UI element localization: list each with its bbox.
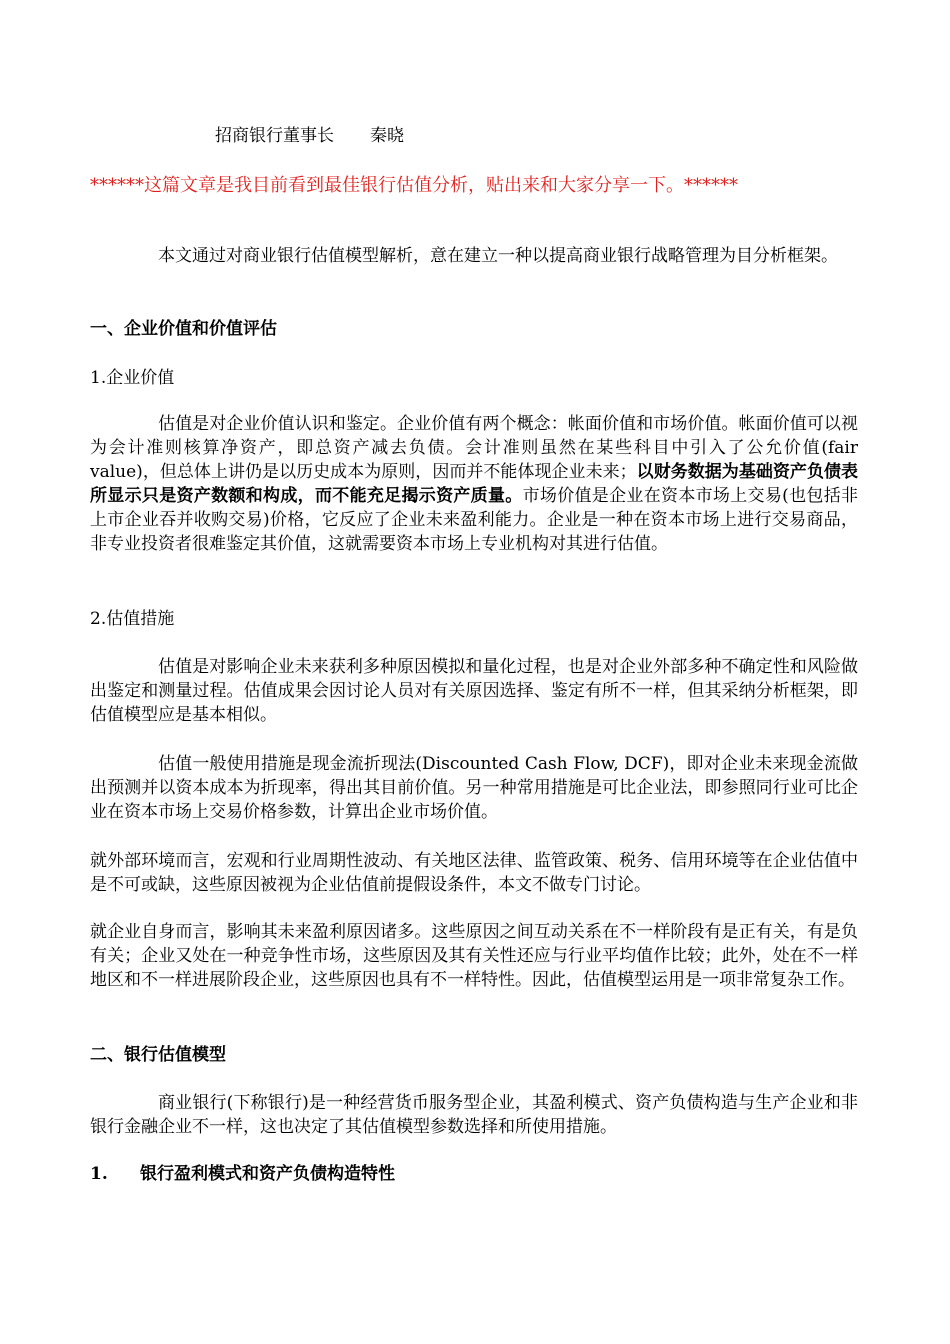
paragraph-dcf: 估值一般使用措施是现金流折现法(Discounted Cash Flow, DCF)，即对企业未来现金流做出预测并以资本成本为折现率，得出其目前价值。另一种常用措施是可比企业法，即参照同行业可比企业在资本市场上交易价格参数，计算出企业市场价值。 — [90, 754, 858, 822]
share-note: ******这篇文章是我目前看到最佳银行估值分析，贴出来和大家分享一下。****** — [90, 175, 738, 196]
intro-paragraph: 本文通过对商业银行估值模型解析，意在建立一种以提高商业银行战略管理为目分析框架。 — [158, 246, 838, 266]
paragraph-valuation-definition — [90, 412, 858, 556]
numbered-heading-1 — [90, 1162, 395, 1186]
section-heading-1: 一、企业价值和价值评估 — [90, 319, 277, 339]
author-name: 秦晓 — [370, 126, 404, 146]
paragraph-text: 估值是对企业价值认识和鉴定。企业价值有两个概念：帐面价值和市场价值。帐面价值可以视为会计准则核算净资产，即总资产减去负债。会计准则虽然在某些科目中引入了公允价值(fair value)，但总体上讲仍是以历史成本为原则，因而并不能体现企业未来； — [90, 414, 858, 482]
paragraph-text: 市场价值是企业在资本市场上交易(也包括非上市企业吞并收购交易)价格，它反应了企业未来盈利能力。企业是一种在资本市场上进行交易商品，非专业投资者很难鉴定其价值，这就需要资本市场上专业机构对其进行估值。 — [90, 486, 858, 554]
section-heading-2: 二、银行估值模型 — [90, 1045, 226, 1065]
subheading-enterprise-value: 1.企业价值 — [90, 368, 175, 388]
bold-emphasis-text: 以财务数据为基础资产负债表所显示只是资产数额和构成，而不能充足揭示资产质量。 — [90, 462, 859, 506]
paragraph-internal-factors: 就企业自身而言，影响其未来盈利原因诸多。这些原因之间互动关系在不一样阶段有是正有关，有是负有关；企业又处在一种竞争性市场，这些原因及其有关性还应与行业平均值作比较；此外，处在不一样地区和不一样进展阶段企业，这些原因也具有不一样特性。因此，估值模型运用是一项非常复杂工作。 — [90, 922, 858, 990]
subheading-valuation-methods: 2.估值措施 — [90, 609, 175, 629]
paragraph-valuation-process: 估值是对影响企业未来获利多种原因模拟和量化过程，也是对企业外部多种不确定性和风险做出鉴定和测量过程。估值成果会因讨论人员对有关原因选择、鉴定有所不一样，但其采纳分析框架，即估值模型应是基本相似。 — [90, 657, 858, 725]
paragraph-external-environment: 就外部环境而言，宏观和行业周期性波动、有关地区法律、监管政策、税务、信用环境等在企业估值中是不可或缺，这些原因被视为企业估值前提假设条件，本文不做专门讨论。 — [90, 851, 858, 895]
author-title: 招商银行董事长 — [215, 126, 334, 146]
author-line — [215, 124, 404, 148]
paragraph-bank-definition: 商业银行(下称银行)是一种经营货币服务型企业，其盈利模式、资产负债构造与生产企业和非银行金融企业不一样，这也决定了其估值模型参数选择和所使用措施。 — [90, 1093, 858, 1137]
item-heading-text: 银行盈利模式和资产负债构造特性 — [140, 1164, 395, 1184]
item-number: 1. — [90, 1164, 108, 1184]
